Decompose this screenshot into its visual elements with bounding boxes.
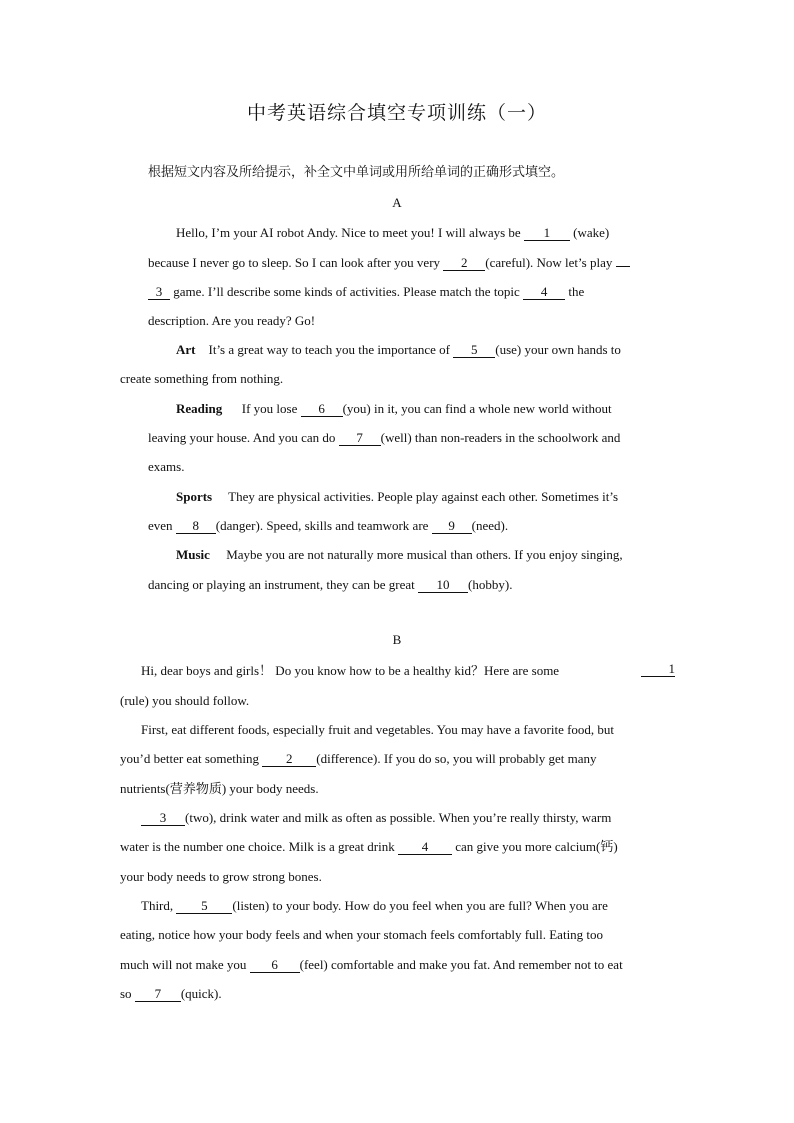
blank-a8[interactable]: 8 [176,519,216,534]
blank-b1[interactable]: 1 [641,662,675,677]
blank-a7[interactable]: 7 [339,431,381,446]
b-p4-line4: so 7 (quick). [120,986,222,1001]
a-p1-line3: 3 game. I’ll describe some kinds of activities. Please match the topic 4 the [148,283,584,301]
b-p1-line2: (rule) you should follow. [120,693,250,708]
page-title: 中考英语综合填空专项训练（一） [246,102,547,124]
b-p2-line1: First, eat different foods, especially fruit and vegetables. You may have a favorite food, but [141,722,615,737]
b-p3-line1: 3 (two), drink water and milk as often as possible. When you’re really thirsty, warm [141,809,611,827]
a-music-line1: Music Maybe you are not naturally more musical than others. If you enjoy singing, [176,547,623,562]
a-p1-line1: Hello, I’m your AI robot Andy. Nice to meet you! I will always be 1 (wake) [176,225,610,240]
a-sports-line1: Sports They are physical activities. People play against each other. Sometimes it’s [176,489,619,504]
blank-a1[interactable]: 1 [524,226,570,241]
b-p3-line2: water is the number one choice. Milk is a great drink 4 can give you more calcium(钙) [120,839,618,854]
blank-a9[interactable]: 9 [432,519,472,534]
b-p4-line1: Third, 5 (listen) to your body. How do you feel when you are full? When you are [141,898,608,913]
blank-a2[interactable]: 2 [443,256,485,271]
sports-heading: Sports [176,489,213,504]
a-art-line2: create something from nothing. [120,371,284,386]
art-heading: Art [176,342,196,357]
blank-b5[interactable]: 5 [176,899,232,914]
blank-b4[interactable]: 4 [398,840,452,855]
blank-b2[interactable]: 2 [262,752,316,767]
a-sports-line2: even 8 (danger). Speed, skills and teamwork are 9 (need). [148,518,509,533]
blank-b3[interactable]: 3 [141,811,185,826]
a-music-line2: dancing or playing an instrument, they can be great 10 (hobby). [148,577,513,592]
blank-a10[interactable]: 10 [418,578,468,593]
section-b-label: B [392,632,402,647]
a-art-line1: Art It’s a great way to teach you the importance of 5 (use) your own hands to [176,342,621,357]
b-p1-line1: Hi, dear boys and girls！ Do you know how to be a healthy kid？Here are some 1 [141,661,675,678]
a-reading-line2: leaving your house. And you can do 7 (well) than non-readers in the schoolwork and [148,430,621,445]
b-p2-line3: nutrients(营养物质) your body needs. [120,781,319,796]
b-p3-line3: your body needs to grow strong bones. [120,869,322,884]
blank-a5[interactable]: 5 [453,343,495,358]
a-reading-line1: Reading If you lose 6 (you) in it, you can find a whole new world without [176,401,612,416]
blank-a6[interactable]: 6 [301,402,343,417]
blank-a3[interactable]: 3 [148,285,170,300]
blank-b7[interactable]: 7 [135,987,181,1002]
blank-a4[interactable]: 4 [523,285,565,300]
blank-a3-start[interactable] [616,266,630,267]
blank-b6[interactable]: 6 [250,958,300,973]
a-reading-line3: exams. [148,459,185,474]
a-p1-line4: description. Are you ready? Go! [148,313,316,328]
instruction: 根据短文内容及所给提示，补全文中单词或用所给单词的正确形式填空。 [148,165,565,180]
b-p4-line2: eating, notice how your body feels and when your stomach feels comfortably full. Eating too [120,927,604,942]
b-p4-line3: much will not make you 6 (feel) comfortable and make you fat. And remember not to eat [120,957,623,972]
a-p1-line2: because I never go to sleep. So I can look after you very 2 (careful). Now let’s play [148,254,630,272]
music-heading: Music [176,547,210,562]
reading-heading: Reading [176,401,223,416]
section-a-label: A [392,195,402,210]
b-p2-line2: you’d better eat something 2 (difference). If you do so, you will probably get many [120,751,597,766]
